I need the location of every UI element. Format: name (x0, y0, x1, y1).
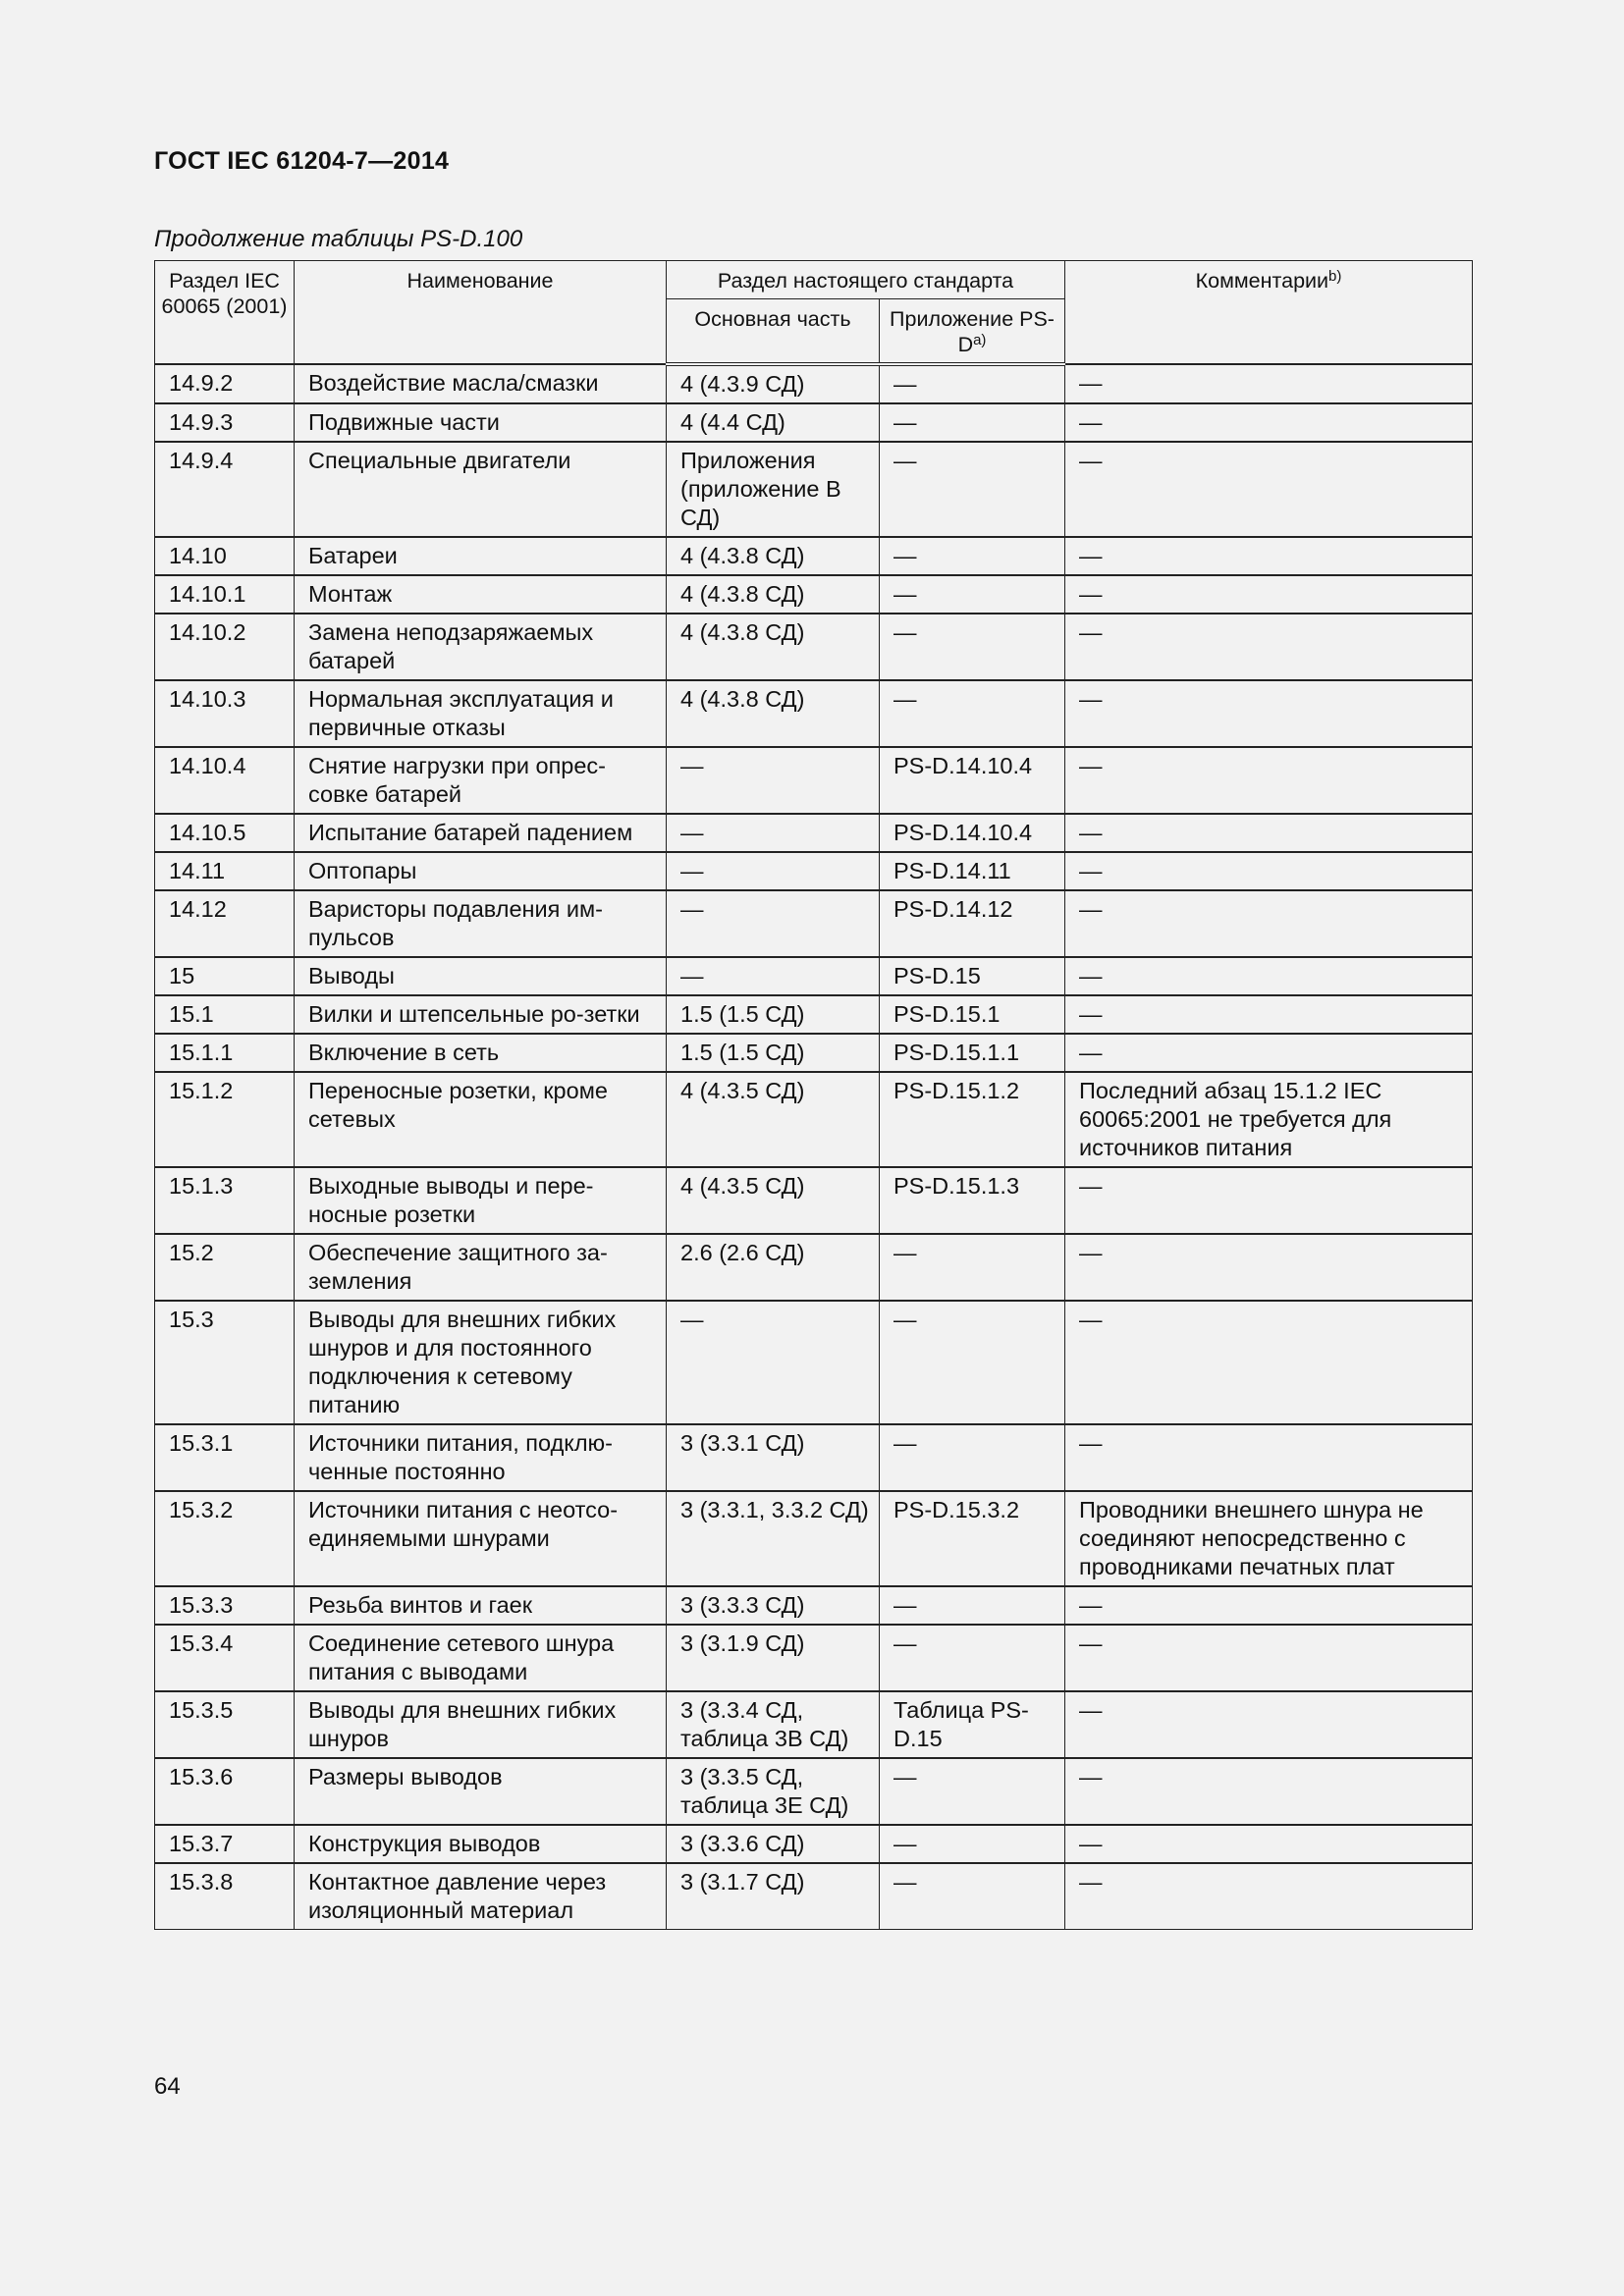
cell-name: Переносные розетки, кроме сетевых (295, 1072, 667, 1167)
cell-main-part: 4 (4.3.8 СД) (667, 680, 880, 747)
table-row (155, 403, 1473, 442)
cell-annex: — (880, 442, 1065, 537)
cell-section: 15.3.5 (155, 1691, 295, 1758)
table-row (155, 1234, 1473, 1301)
cell-section: 15.3.4 (155, 1625, 295, 1691)
cell-annex: — (880, 575, 1065, 614)
cell-section: 15.1 (155, 995, 295, 1034)
cell-comment: — (1065, 1034, 1473, 1072)
cell-section: 14.9.4 (155, 442, 295, 537)
cell-section: 15.3.7 (155, 1825, 295, 1863)
cell-comment: — (1065, 814, 1473, 852)
cell-annex: — (880, 680, 1065, 747)
cell-annex: — (880, 364, 1065, 403)
cell-section: 14.10.4 (155, 747, 295, 814)
comparison-table (154, 260, 1473, 1930)
cell-comment: — (1065, 614, 1473, 680)
cell-section: 14.11 (155, 852, 295, 890)
cell-name: Подвижные части (295, 403, 667, 442)
cell-main-part: — (667, 852, 880, 890)
cell-comment: — (1065, 1625, 1473, 1691)
cell-section: 15.3 (155, 1301, 295, 1424)
cell-name: Нормальная эксплуатация и первичные отказы (295, 680, 667, 747)
cell-name: Обеспечение защитного за-земления (295, 1234, 667, 1301)
cell-main-part: 3 (3.3.1 СД) (667, 1424, 880, 1491)
cell-main-part: 1.5 (1.5 СД) (667, 995, 880, 1034)
cell-comment: — (1065, 852, 1473, 890)
cell-comment: — (1065, 1586, 1473, 1625)
cell-name: Батареи (295, 537, 667, 575)
cell-annex: — (880, 1825, 1065, 1863)
cell-main-part: 4 (4.3.8 СД) (667, 614, 880, 680)
column-header-main-part: Основная часть (667, 299, 880, 365)
page-number: 64 (154, 2073, 181, 2100)
cell-annex: PS-D.15.1.2 (880, 1072, 1065, 1167)
cell-name: Размеры выводов (295, 1758, 667, 1825)
cell-comment: — (1065, 890, 1473, 957)
cell-annex: — (880, 1234, 1065, 1301)
cell-main-part: Приложения (приложение В СД) (667, 442, 880, 537)
cell-name: Монтаж (295, 575, 667, 614)
cell-main-part: 3 (3.3.5 СД, таблица 3Е СД) (667, 1758, 880, 1825)
cell-annex: — (880, 1301, 1065, 1424)
cell-annex: PS-D.15 (880, 957, 1065, 995)
cell-section: 15 (155, 957, 295, 995)
cell-main-part: 3 (3.1.7 СД) (667, 1863, 880, 1930)
cell-annex: — (880, 1625, 1065, 1691)
cell-name: Выводы (295, 957, 667, 995)
cell-name: Конструкция выводов (295, 1825, 667, 1863)
cell-section: 15.3.8 (155, 1863, 295, 1930)
document-header: ГОСТ IEC 61204-7—2014 (154, 147, 450, 175)
column-header-standard-section: Раздел настоящего стандарта (667, 261, 1065, 299)
cell-comment: — (1065, 537, 1473, 575)
cell-comment: Последний абзац 15.1.2 IEC 60065:2001 не требуется для источников питания (1065, 1072, 1473, 1167)
table-row (155, 537, 1473, 575)
cell-comment: — (1065, 680, 1473, 747)
cell-main-part: — (667, 814, 880, 852)
table-row (155, 957, 1473, 995)
cell-main-part: — (667, 1301, 880, 1424)
cell-main-part: 4 (4.3.8 СД) (667, 575, 880, 614)
cell-main-part: — (667, 747, 880, 814)
table-row (155, 747, 1473, 814)
cell-name: Испытание батарей падением (295, 814, 667, 852)
cell-comment: — (1065, 442, 1473, 537)
cell-section: 14.10.5 (155, 814, 295, 852)
table-row (155, 1586, 1473, 1625)
cell-name: Замена неподзаряжаемых батарей (295, 614, 667, 680)
cell-comment: — (1065, 575, 1473, 614)
cell-name: Источники питания с неотсо-единяемыми шнурами (295, 1491, 667, 1586)
cell-annex: PS-D.14.10.4 (880, 814, 1065, 852)
cell-annex: PS-D.14.11 (880, 852, 1065, 890)
cell-annex: — (880, 1758, 1065, 1825)
cell-name: Резьба винтов и гаек (295, 1586, 667, 1625)
cell-comment: — (1065, 364, 1473, 403)
cell-main-part: 3 (3.3.1, 3.3.2 СД) (667, 1491, 880, 1586)
cell-comment: — (1065, 995, 1473, 1034)
table-row (155, 1491, 1473, 1586)
cell-main-part: — (667, 890, 880, 957)
table-row (155, 1625, 1473, 1691)
cell-main-part: 3 (3.3.3 СД) (667, 1586, 880, 1625)
cell-section: 14.9.2 (155, 364, 295, 403)
cell-comment: — (1065, 1234, 1473, 1301)
cell-main-part: 3 (3.3.4 СД, таблица 3В СД) (667, 1691, 880, 1758)
cell-name: Специальные двигатели (295, 442, 667, 537)
cell-main-part: 1.5 (1.5 СД) (667, 1034, 880, 1072)
cell-section: 14.12 (155, 890, 295, 957)
column-header-comments: Комментарии$^{b)}$ (1065, 261, 1473, 365)
cell-comment: — (1065, 1167, 1473, 1234)
cell-annex: — (880, 403, 1065, 442)
cell-annex: — (880, 1863, 1065, 1930)
cell-annex: — (880, 1586, 1065, 1625)
cell-main-part: 3 (3.1.9 СД) (667, 1625, 880, 1691)
cell-section: 14.9.3 (155, 403, 295, 442)
cell-comment: — (1065, 1758, 1473, 1825)
table-row (155, 575, 1473, 614)
cell-name: Снятие нагрузки при опрес-совке батарей (295, 747, 667, 814)
cell-section: 15.3.3 (155, 1586, 295, 1625)
cell-section: 15.3.6 (155, 1758, 295, 1825)
cell-name: Оптопары (295, 852, 667, 890)
cell-annex: PS-D.14.12 (880, 890, 1065, 957)
table-body (155, 364, 1473, 1930)
cell-section: 14.10.1 (155, 575, 295, 614)
table-row (155, 680, 1473, 747)
column-header-annex: Приложение $PS-D^{a)}$ (880, 299, 1065, 365)
table-row (155, 1758, 1473, 1825)
table-row (155, 1072, 1473, 1167)
cell-comment: — (1065, 1301, 1473, 1424)
cell-comment: Проводники внешнего шнура не соединяют непосредственно с проводниками печатных плат (1065, 1491, 1473, 1586)
table-row (155, 1825, 1473, 1863)
cell-name: Выводы для внешних гибких шнуров и для постоянного подключения к сетевому питанию (295, 1301, 667, 1424)
cell-section: 15.1.3 (155, 1167, 295, 1234)
column-header-section: Раздел IEC 60065 (2001) (155, 261, 295, 365)
cell-annex: Таблица PS-D.15 (880, 1691, 1065, 1758)
table-row (155, 852, 1473, 890)
cell-comment: — (1065, 957, 1473, 995)
table-row (155, 1167, 1473, 1234)
cell-main-part: — (667, 957, 880, 995)
cell-comment: — (1065, 1691, 1473, 1758)
cell-annex: PS-D.15.3.2 (880, 1491, 1065, 1586)
table-caption: Продолжение таблицы PS-D.100 (154, 226, 523, 252)
footnote-mark-b: b) (1328, 268, 1342, 285)
cell-section: 14.10.2 (155, 614, 295, 680)
table-row (155, 1034, 1473, 1072)
footnote-mark-a: a) (973, 332, 987, 348)
table-row (155, 364, 1473, 403)
cell-name: Воздействие масла/смазки (295, 364, 667, 403)
cell-main-part: 4 (4.3.5 СД) (667, 1167, 880, 1234)
cell-section: 15.1.2 (155, 1072, 295, 1167)
cell-main-part: 4 (4.3.5 СД) (667, 1072, 880, 1167)
table-row (155, 890, 1473, 957)
cell-section: 14.10.3 (155, 680, 295, 747)
cell-comment: — (1065, 747, 1473, 814)
cell-annex: PS-D.15.1 (880, 995, 1065, 1034)
cell-name: Источники питания, подклю-ченные постоянно (295, 1424, 667, 1491)
cell-main-part: 4 (4.4 СД) (667, 403, 880, 442)
table-row (155, 442, 1473, 537)
table-row (155, 1301, 1473, 1424)
cell-section: 15.3.1 (155, 1424, 295, 1491)
cell-name: Вилки и штепсельные ро-зетки (295, 995, 667, 1034)
cell-section: 15.1.1 (155, 1034, 295, 1072)
cell-annex: — (880, 614, 1065, 680)
table-row (155, 1424, 1473, 1491)
cell-annex: — (880, 1424, 1065, 1491)
table-row (155, 995, 1473, 1034)
table-row (155, 614, 1473, 680)
cell-main-part: 4 (4.3.8 СД) (667, 537, 880, 575)
table-row (155, 814, 1473, 852)
cell-annex: — (880, 537, 1065, 575)
cell-main-part: 3 (3.3.6 СД) (667, 1825, 880, 1863)
cell-annex: PS-D.14.10.4 (880, 747, 1065, 814)
cell-section: 15.2 (155, 1234, 295, 1301)
cell-name: Варисторы подавления им-пульсов (295, 890, 667, 957)
cell-main-part: 2.6 (2.6 СД) (667, 1234, 880, 1301)
cell-name: Выводы для внешних гибких шнуров (295, 1691, 667, 1758)
cell-comment: — (1065, 1825, 1473, 1863)
cell-main-part: 4 (4.3.9 СД) (667, 364, 880, 403)
column-header-name: Наименование (295, 261, 667, 365)
cell-name: Включение в сеть (295, 1034, 667, 1072)
cell-name: Выходные выводы и пере-носные розетки (295, 1167, 667, 1234)
cell-name: Контактное давление через изоляционный материал (295, 1863, 667, 1930)
cell-annex: PS-D.15.1.3 (880, 1167, 1065, 1234)
cell-annex: PS-D.15.1.1 (880, 1034, 1065, 1072)
cell-section: 14.10 (155, 537, 295, 575)
cell-name: Соединение сетевого шнура питания с выводами (295, 1625, 667, 1691)
cell-comment: — (1065, 403, 1473, 442)
table-row (155, 1863, 1473, 1930)
cell-comment: — (1065, 1863, 1473, 1930)
cell-comment: — (1065, 1424, 1473, 1491)
cell-section: 15.3.2 (155, 1491, 295, 1586)
table-row (155, 1691, 1473, 1758)
